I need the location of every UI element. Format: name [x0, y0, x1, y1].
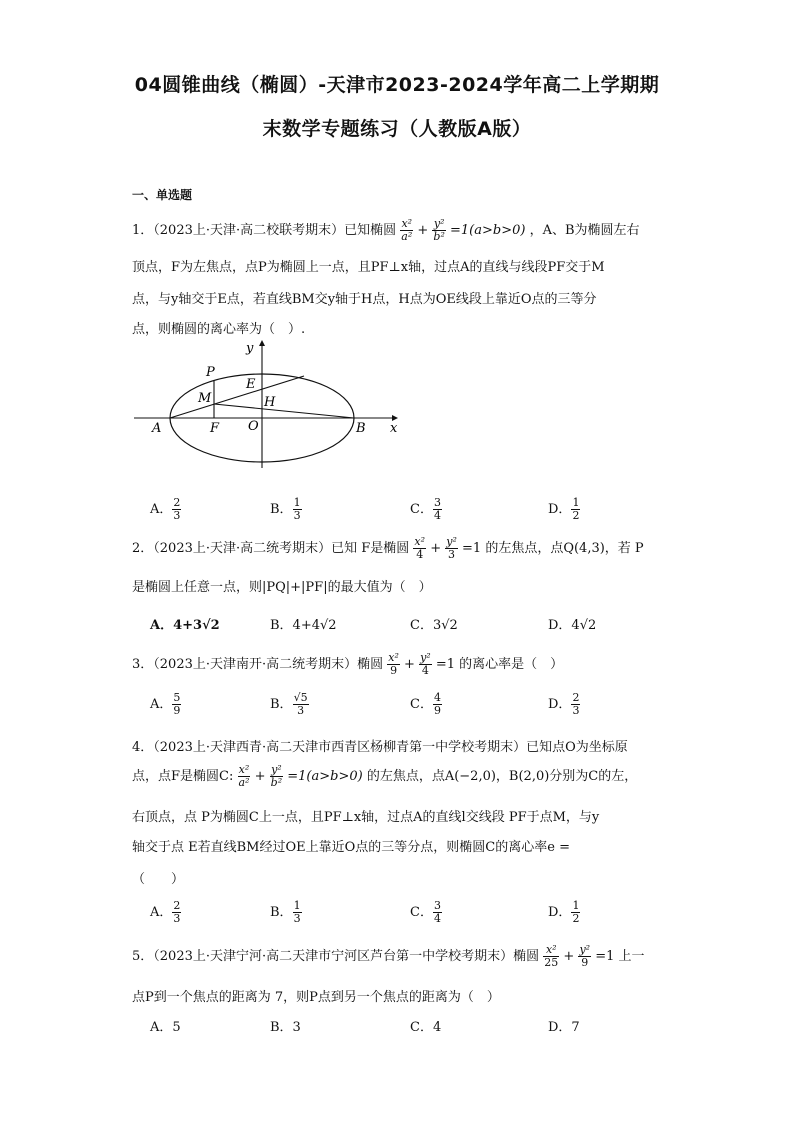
q5-line-2: 点P到一个焦点的距离为 7，则P点到另一个焦点的距离为（ ） [132, 990, 500, 1005]
q1-option-c[interactable]: C． $\frac{3}{4}$ [410, 496, 441, 522]
q5-option-a[interactable]: A．5 [150, 1020, 181, 1035]
y-axis-arrow [259, 340, 265, 346]
q1-line-4: 点，则椭圆的离心率为（ ）. [132, 322, 306, 337]
label-p: P [206, 365, 215, 380]
q4-line-4: 轴交于点 E若直线BM经过OE上靠近O点的三等分点，则椭圆C的离心率e = [132, 840, 570, 855]
ellipse-figure [130, 336, 410, 470]
label-h: H [264, 395, 276, 410]
fraction-y2-b2-q4: $\frac{\text{y²}}{\text{b²}}$ [270, 763, 283, 789]
q5-option-b[interactable]: B．3 [270, 1020, 301, 1035]
q2-option-b[interactable]: B．4+4√2 [270, 618, 337, 633]
q4-option-b[interactable]: B． $\frac{1}{3}$ [270, 899, 301, 925]
q5-option-c[interactable]: C．4 [410, 1020, 442, 1035]
q2-line-1: 2．（2023上·天津·高二统考期末）已知 F是椭圆 $\frac{\text{x²}}{4}$ + $\frac{\text{y²}}{3}$ =1 的左焦点，点Q(4,3)，若 P [132, 535, 644, 561]
section-heading: 一、单选题 [132, 188, 193, 202]
plus-sign: + [417, 223, 429, 238]
label-b: B [356, 421, 366, 436]
label-e: E [246, 377, 256, 392]
q1-line-2: 顶点，F为左焦点，点P为椭圆上一点，且PF⊥x轴，过点A的直线与线段PF交于M [132, 260, 605, 275]
document-title-line-1: 04圆锥曲线（椭圆）-天津市2023-2024学年高二上学期期 [134, 74, 660, 96]
label-o: O [248, 419, 259, 434]
q5-line-1: 5．（2023上·天津宁河·高二天津市宁河区芦台第一中学校考期末）椭圆 $\frac{\text{x²}}{25}$ + $\frac{\text{y²}}{9}$ =1 上一 [132, 943, 645, 969]
q4-option-c[interactable]: C． $\frac{3}{4}$ [410, 899, 441, 925]
fraction-x2-a2: $\frac{\text{x²}}{\text{a²}}$ [401, 217, 413, 243]
q3-option-a[interactable]: A． $\frac{5}{9}$ [150, 691, 181, 717]
label-f: F [210, 421, 220, 436]
equation-rest: =1(a>b>0) [450, 223, 526, 238]
q1-option-b[interactable]: B． $\frac{1}{3}$ [270, 496, 301, 522]
label-x: x [390, 421, 398, 436]
q3-option-c[interactable]: C． $\frac{4}{9}$ [410, 691, 441, 717]
fraction-x2-9: $\frac{\text{x²}}{9}$ [388, 651, 399, 677]
q2-option-a[interactable]: A．4+3√2 [150, 618, 220, 633]
q1-stem-continue: ，A、B为椭圆左右 [529, 223, 640, 238]
fraction-x2-a2-q4: $\frac{\text{x²}}{\text{a²}}$ [238, 763, 250, 789]
q4-option-a[interactable]: A． $\frac{2}{3}$ [150, 899, 181, 925]
q4-line-2: 点，点F是椭圆C: $\frac{\text{x²}}{\text{a²}}$ + $\frac{\text{y²}}{\text{b²}}$ =1(a>b>0) 的左焦点，点A(−2,0)，B(2,0)分别为C的左， [132, 763, 638, 789]
q3-line-1: 3．（2023上·天津南开·高二统考期末）椭圆 $\frac{\text{x²}}{9}$ + $\frac{\text{y²}}{4}$ =1 的离心率是（ ） [132, 651, 564, 677]
label-m: M [198, 391, 212, 406]
line-bm [214, 404, 354, 418]
fraction-y2-b2: $\frac{\text{y²}}{\text{b²}}$ [433, 217, 445, 243]
fraction-x2-25: $\frac{\text{x²}}{25}$ [544, 943, 559, 969]
q1-line-3: 点，与y轴交于E点，若直线BM交y轴于H点，H点为OE线段上靠近O点的三等分 [132, 292, 597, 307]
q1-option-a[interactable]: A． $\frac{2}{3}$ [150, 496, 181, 522]
q3-option-d[interactable]: D． $\frac{2}{3}$ [548, 691, 580, 717]
q4-line-1: 4．（2023上·天津西青·高二天津市西青区杨柳青第一中学校考期末）已知点O为坐标原 [132, 740, 628, 755]
q1-line-1 [132, 218, 640, 243]
line-ae [170, 376, 304, 418]
label-a: A [152, 421, 162, 436]
q1-stem-start: 1．（2023上·天津·高二校联考期末）已知椭圆 [132, 223, 397, 238]
q2-line-2: 是椭圆上任意一点，则|PQ|+|PF|的最大值为（ ） [132, 580, 432, 595]
q4-line-3: 右顶点，点 P为椭圆C上一点，且PF⊥x轴，过点A的直线l交线段 PF于点M，与y [132, 810, 600, 825]
document-title-line-2: 末数学专题练习（人教版A版） [262, 118, 532, 140]
q1-option-d[interactable]: D． $\frac{1}{2}$ [548, 496, 580, 522]
fraction-y2-4: $\frac{\text{y²}}{4}$ [420, 651, 431, 677]
q4-option-d[interactable]: D． $\frac{1}{2}$ [548, 899, 580, 925]
fraction-y2-3: $\frac{\text{y²}}{3}$ [446, 535, 457, 561]
q5-option-d[interactable]: D．7 [548, 1020, 580, 1035]
fraction-y2-9: $\frac{\text{y²}}{9}$ [579, 943, 591, 969]
q2-option-d[interactable]: D．4√2 [548, 618, 597, 633]
q2-option-c[interactable]: C．3√2 [410, 618, 458, 633]
q4-line-5: （ ） [132, 872, 185, 887]
label-y: y [246, 341, 254, 356]
fraction-x2-4: $\frac{\text{x²}}{4}$ [414, 535, 426, 561]
q3-option-b[interactable]: B． $\frac{√5}{3}$ [270, 691, 308, 717]
